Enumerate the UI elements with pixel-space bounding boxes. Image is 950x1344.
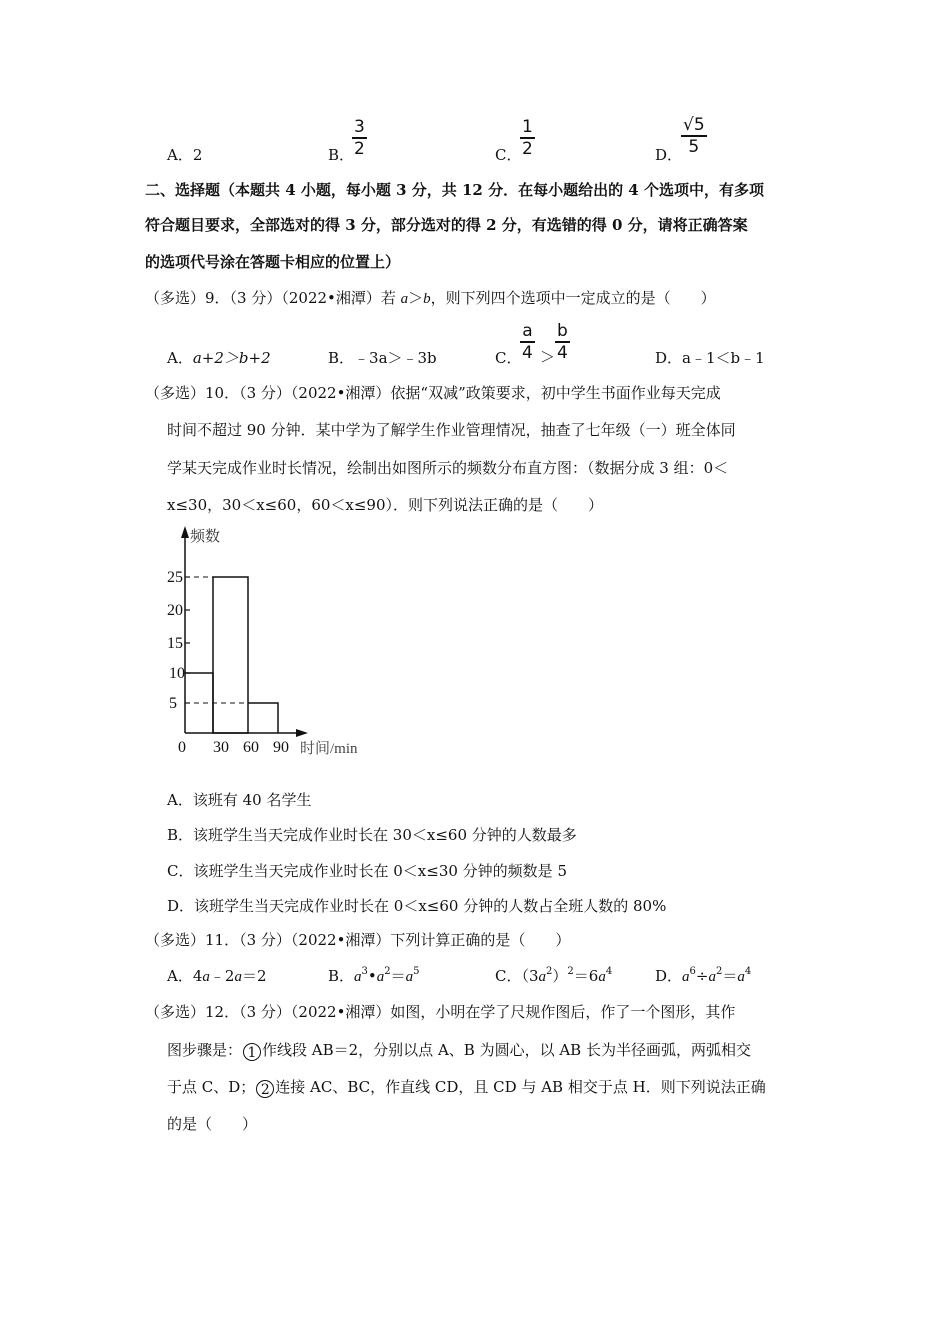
q12-line-3 (167, 1077, 766, 1098)
y-tick-20: 20 (167, 602, 183, 619)
q9-stem-suffix: ，则下列四个选项中一定成立的是（ ） (430, 289, 716, 307)
q10-option-a (167, 790, 311, 810)
q12-line-2-body: 作线段 AB＝2，分别以点 A、B 为圆心，以 AB 长为半径画弧，两弧相交 (262, 1041, 751, 1059)
var-b: b (423, 291, 431, 307)
option-label: A． (167, 349, 193, 367)
denominator: 4 (557, 342, 568, 363)
q9-option-c-fraction-right (555, 322, 570, 362)
numerator: b (557, 321, 568, 341)
option-value: 2 (192, 146, 203, 164)
x-tick-90: 90 (273, 739, 289, 756)
option-label: B． (167, 826, 194, 844)
option-text: a+2＞b+2 (192, 349, 271, 367)
q11-option-b: B．$a^3•a^2=a^5$ (328, 966, 420, 985)
numerator: 3 (354, 117, 365, 137)
numerator: a (522, 321, 533, 341)
q12-line-2 (167, 1040, 751, 1061)
bar-30-60 (213, 577, 248, 733)
option-label: B． (328, 349, 355, 367)
option-label: B． (328, 967, 355, 985)
q9-option-a (167, 348, 271, 368)
y-tick-10: 10 (169, 665, 185, 682)
q10-line-2: 时间不超过 90 分钟．某中学为了解学生作业管理情况，抽查了七年级（一）班全体同 (167, 421, 736, 439)
y-tick-25: 25 (167, 569, 183, 586)
option-label: A． (167, 967, 193, 985)
bar-60-90 (248, 703, 278, 733)
q11-option-a: A．4a﹣2a＝2 (167, 967, 267, 985)
option-label: C． (495, 967, 522, 985)
var-a: a (400, 291, 409, 307)
section-2-line-3: 的选项代号涂在答题卡相应的位置上） (145, 253, 401, 271)
q9-option-b (328, 348, 437, 368)
q11-option-c: C．$(3a^2)^2=6a^4$ (495, 966, 613, 985)
option-label: C． (167, 862, 194, 880)
q8-option-c-label: C． (495, 146, 522, 164)
option-text: 该班学生当天完成作业时长在 30＜x≤60 分钟的人数最多 (193, 826, 577, 844)
q8-option-b-fraction (352, 118, 367, 158)
option-text: ﹣3a＞﹣3b (354, 349, 437, 367)
q11-option-d: D．$a^6\div a^2=a^4$ (655, 966, 752, 985)
denominator: 2 (354, 138, 365, 159)
q9-option-c-fraction-left (520, 322, 535, 362)
q8-option-a (167, 145, 202, 165)
numerator: 1 (522, 117, 533, 137)
x-tick-0: 0 (178, 739, 186, 756)
x-tick-60: 60 (243, 739, 259, 756)
q9-stem-prefix: （多选）9．（3 分）（2022•湘潭）若 (145, 289, 401, 307)
y-axis-label: 频数 (190, 529, 221, 545)
option-label: A． (167, 791, 193, 809)
q10-line-1: （多选）10．（3 分）（2022•湘潭）依据“双减”政策要求，初中学生书面作业每天完成 (145, 384, 721, 402)
option-label: D． (167, 897, 195, 915)
op: ＞ (408, 289, 424, 307)
option-text: 该班学生当天完成作业时长在 0＜x≤60 分钟的人数占全班人数的 80% (194, 897, 667, 915)
q10-line-3: 学某天完成作业时长情况，绘制出如图所示的频数分布直方图：（数据分成 3 组：0＜ (167, 459, 729, 477)
q9-option-c-op: ＞ (540, 348, 556, 366)
section-2-line-2: 符合题目要求，全部选对的得 3 分，部分选对的得 2 分，有选错的得 0 分，请将正确答案 (145, 216, 748, 234)
q8-option-d-label: D． (655, 146, 683, 164)
option-label: D． (655, 349, 683, 367)
x-tick-30: 30 (213, 739, 229, 756)
option-label: A． (167, 146, 193, 164)
q12-line-3-prefix: 于点 C、D； (167, 1078, 256, 1096)
circled-number-2-icon: 2 (256, 1080, 274, 1098)
q11-stem: （多选）11．（3 分）（2022•湘潭）下列计算正确的是（ ） (145, 931, 571, 949)
q8-option-b-label: B． (328, 146, 355, 164)
q10-option-d (167, 896, 666, 916)
circled-number-1-icon: 1 (243, 1043, 261, 1061)
denominator: 5 (688, 136, 700, 157)
x-axis-arrow-icon (296, 729, 308, 737)
q12-line-4: 的是（ ） (167, 1115, 258, 1133)
option-label: D． (655, 967, 683, 985)
x-axis-label: 时间/min (300, 741, 358, 757)
q9-option-d (655, 348, 765, 368)
q9-option-c-label: C． (495, 349, 522, 367)
frequency-histogram (160, 520, 380, 765)
q8-option-c-fraction (520, 118, 535, 158)
q9-stem (145, 288, 716, 309)
option-text: 该班有 40 名学生 (192, 791, 312, 809)
y-tick-15: 15 (167, 635, 183, 652)
y-tick-5: 5 (169, 695, 177, 712)
denominator: 4 (522, 342, 533, 363)
numerator: √5 (683, 115, 705, 135)
q10-option-b (167, 825, 577, 845)
section-2-line-1: 二、选择题（本题共 4 小题，每小题 3 分，共 12 分．在每小题给出的 4 个选项中，有多项 (145, 181, 764, 199)
option-text: 该班学生当天完成作业时长在 0＜x≤30 分钟的频数是 5 (193, 862, 567, 880)
y-axis-arrow-icon (181, 526, 189, 538)
denominator: 2 (522, 138, 533, 159)
q8-option-d-fraction (681, 116, 707, 156)
q12-line-1: （多选）12．（3 分）（2022•湘潭）如图，小明在学了尺规作图后，作了一个图形，其作 (145, 1003, 736, 1021)
q10-line-4: x≤30，30＜x≤60，60＜x≤90）．则下列说法正确的是（ ） (167, 496, 604, 514)
option-text: a﹣1＜b﹣1 (682, 349, 765, 367)
q12-line-3-body: 连接 AC、BC，作直线 CD，且 CD 与 AB 相交于点 H．则下列说法正确 (275, 1078, 766, 1096)
q12-line-2-prefix: 图步骤是： (167, 1041, 243, 1059)
q10-option-c (167, 861, 567, 881)
